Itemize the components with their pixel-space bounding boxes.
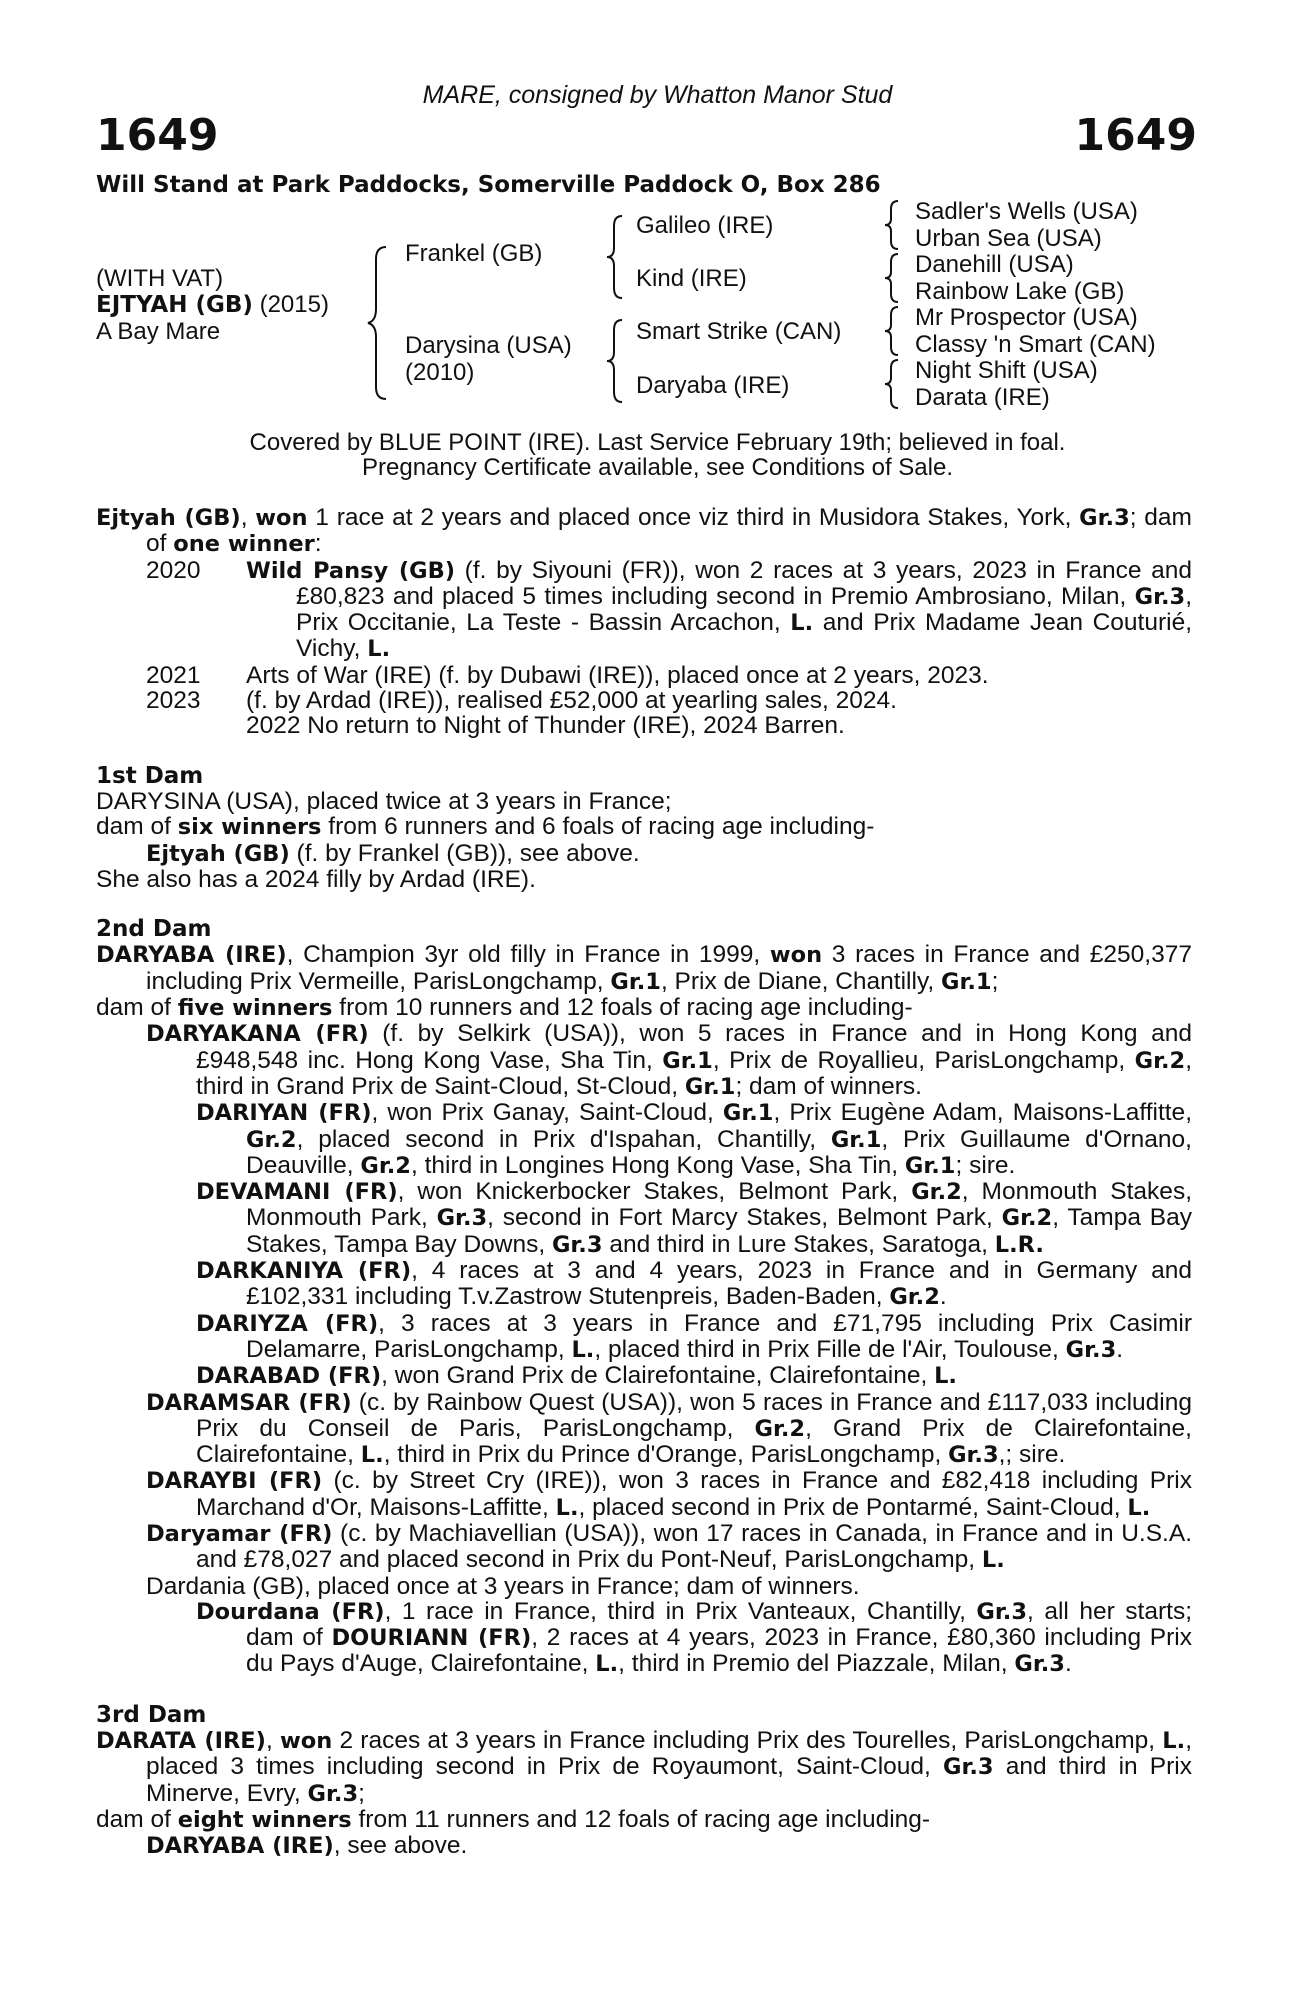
lot-number-left: 1649	[96, 110, 219, 161]
pregnancy-line: Pregnancy Certificate available, see Conditions of Sale.	[362, 454, 953, 481]
text: ;	[991, 967, 999, 995]
horse-name: Ejtyah (GB)	[146, 840, 290, 867]
text: , Prix de Royallieu, ParisLongchamp,	[712, 1046, 1135, 1074]
text: (f. by Siyouni (FR)), won 2 races at 3 years, 2023 in France and £80,823 and placed 5 times including second in Premio Ambrosiano, Milan,	[296, 556, 1192, 610]
third-dam-line	[96, 1807, 1192, 1833]
text: , won Knickerbocker Stakes, Belmont Park,	[397, 1178, 912, 1206]
horse-description: A Bay Mare	[96, 318, 221, 345]
text: from 10 runners and 12 foals of racing age including-	[332, 994, 913, 1022]
first-dam-line: She also has a 2024 filly by Ardad (IRE).	[96, 865, 536, 893]
text: and Prix Madame Jean Couturié, Vichy,	[296, 609, 1192, 663]
text: .	[939, 1283, 947, 1311]
grade: L.	[1162, 1728, 1186, 1755]
pedigree-brace	[602, 316, 628, 406]
text: one winner	[173, 531, 315, 558]
produce-text: Arts of War (IRE) (f. by Dubawi (IRE)), placed once at 2 years, 2023.	[246, 661, 989, 689]
grade: Gr.3	[1065, 1336, 1117, 1363]
text: , third in Longines Hong Kong Vase, Sha Tin,	[410, 1151, 905, 1179]
text: , Prix Occitanie, La Teste - Bassin Arcachon,	[296, 582, 1192, 637]
grade: L.	[595, 1651, 619, 1678]
second-dam-line	[96, 995, 1192, 1021]
text: (c. by Street Cry (IRE)), won 3 races in France and £82,418 including Prix Marchand d'Or, Maisons-Laffitte,	[196, 1467, 1192, 1521]
produce-note: 2022 No return to Night of Thunder (IRE), 2024 Barren.	[246, 712, 845, 740]
pedigree-brace	[880, 304, 904, 358]
horse-name: DARAMSAR (FR)	[146, 1389, 352, 1416]
stand-location: Will Stand at Park Paddocks, Somerville Paddock O, Box 286	[96, 172, 881, 198]
progeny-entry	[96, 1311, 1192, 1364]
grade: Gr.2	[754, 1415, 806, 1442]
text: ; dam of winners.	[735, 1072, 922, 1100]
text: .	[1064, 1650, 1072, 1678]
grade: Gr.3	[976, 1598, 1027, 1625]
sire-sire-sire: Sadler's Wells (USA)	[915, 198, 1138, 225]
text: , third in Prix du Prince d'Orange, ParisLongchamp,	[383, 1441, 949, 1469]
dam-sire-dam: Classy 'n Smart (CAN)	[915, 331, 1156, 358]
grade: Gr.1	[941, 968, 992, 995]
horse-name: DARYABA (IRE)	[146, 1833, 334, 1860]
text: , see above.	[333, 1832, 468, 1860]
grade: Gr.1	[830, 1126, 882, 1153]
progeny-entry	[96, 1179, 1192, 1258]
section-heading: 2nd Dam	[96, 916, 212, 943]
text: .	[1116, 1335, 1124, 1363]
text: , Prix Guillaume d'Ornano, Deauville,	[246, 1125, 1192, 1179]
dam-dam: Daryaba (IRE)	[636, 372, 790, 399]
grade: Gr.1	[610, 968, 661, 995]
text: from 6 runners and 6 foals of racing age including-	[321, 813, 875, 841]
grade: Gr.3	[943, 1754, 994, 1781]
text: , placed second in Prix d'Ispahan, Chantilly,	[296, 1125, 831, 1153]
horse-name: DARABAD (FR)	[196, 1363, 382, 1390]
text: ,	[240, 504, 256, 531]
grade: Gr.1	[904, 1152, 956, 1179]
grade: Gr.1	[722, 1100, 774, 1127]
text: , won Grand Prix de Clairefontaine, Clairefontaine,	[381, 1362, 935, 1390]
progeny-entry	[96, 1521, 1192, 1574]
first-dam-line: DARYSINA (USA), placed twice at 3 years in France;	[96, 787, 672, 815]
text: ;	[358, 1779, 365, 1807]
horse-name: DEVAMANI (FR)	[196, 1179, 398, 1206]
text: , second in Fort Marcy Stakes, Belmont Park,	[487, 1204, 1002, 1232]
dam-sire-sire: Mr Prospector (USA)	[915, 304, 1138, 331]
lot-number-right: 1649	[1074, 110, 1197, 161]
grade: L.	[1127, 1494, 1151, 1521]
grade: Gr.3	[436, 1205, 488, 1232]
horse-name: DARATA (IRE)	[96, 1728, 266, 1755]
covering-note	[0, 430, 1315, 480]
text: (c. by Rainbow Quest (USA)), won 5 races in France and £117,033 including Prix du Conseil de Paris, ParisLongchamp,	[196, 1388, 1192, 1442]
text: , Prix Eugène Adam, Maisons-Laffitte,	[773, 1099, 1192, 1127]
third-dam-line	[96, 1833, 1192, 1859]
produce-row	[96, 663, 1192, 688]
grade: L.	[571, 1336, 595, 1363]
text: from 11 runners and 12 foals of racing age including-	[351, 1805, 931, 1833]
dam-dam-sire: Night Shift (USA)	[915, 357, 1098, 384]
progeny-entry	[96, 1468, 1192, 1521]
grade: Gr.1	[662, 1047, 713, 1074]
horse-name: Ejtyah (GB)	[96, 505, 241, 531]
horse-name: DARYAKANA (FR)	[146, 1021, 369, 1048]
produce-intro	[96, 505, 1192, 558]
grade: Gr.2	[911, 1179, 962, 1206]
catalogue-body	[96, 505, 1192, 1860]
text: won	[280, 1728, 333, 1755]
section-heading: 3rd Dam	[96, 1701, 207, 1728]
text: ; sire.	[955, 1151, 1016, 1179]
grade: Gr.2	[246, 1126, 297, 1153]
horse-name: Dourdana (FR)	[196, 1598, 385, 1625]
text: , 3 races at 3 years in France and £71,795 including Prix Casimir Delamarre, ParisLongchamp,	[246, 1309, 1192, 1363]
horse-name: DARYABA (IRE)	[96, 942, 287, 969]
text: , placed third in Prix Fille de l'Air, Toulouse,	[594, 1335, 1066, 1363]
text: , won Prix Ganay, Saint-Cloud,	[371, 1099, 723, 1127]
grade: Gr.3	[307, 1780, 359, 1807]
first-dam-line	[96, 814, 1192, 840]
text: ,; sire.	[998, 1441, 1066, 1469]
text: eight winners	[177, 1806, 352, 1833]
grade: L.	[367, 636, 391, 663]
section-heading: 1st Dam	[96, 762, 204, 789]
sire-dam: Kind (IRE)	[636, 265, 747, 292]
text: (f. by Frankel (GB)), see above.	[289, 839, 640, 867]
grade: Gr.3	[948, 1442, 999, 1469]
text: , third in Grand Prix de Saint-Cloud, St-Cloud,	[196, 1046, 1192, 1100]
text: , Champion 3yr old filly in France in 1999,	[286, 941, 770, 969]
text: dam of	[96, 994, 178, 1022]
produce-year: 2023	[146, 687, 201, 715]
grade: Gr.3	[1014, 1651, 1065, 1678]
grade: Gr.3	[551, 1231, 603, 1258]
progeny-entry	[96, 1021, 1192, 1100]
produce-row	[96, 688, 1192, 713]
produce-year: 2020	[146, 556, 201, 584]
progeny-entry: Dardania (GB), placed once at 3 years in France; dam of winners.	[146, 1572, 860, 1600]
text: , placed second in Prix de Pontarmé, Saint-Cloud,	[578, 1493, 1128, 1521]
horse-year: (2015)	[252, 291, 329, 318]
text: 2 races at 3 years in France including Prix des Tourelles, ParisLongchamp,	[332, 1727, 1163, 1755]
grade: L.	[360, 1442, 384, 1469]
text: , third in Premio del Piazzale, Milan,	[618, 1650, 1015, 1678]
covering-line: Covered by BLUE POINT (IRE). Last Service February 19th; believed in foal.	[249, 429, 1066, 456]
sire-name: Frankel (GB)	[405, 240, 543, 267]
text: , 1 race in France, third in Prix Vanteaux, Chantilly,	[384, 1597, 977, 1625]
dam-dam-dam: Darata (IRE)	[915, 384, 1050, 411]
dam-year: (2010)	[405, 359, 475, 386]
grade: Gr.3	[1079, 505, 1130, 531]
text: :	[314, 530, 322, 558]
horse-name: Daryamar (FR)	[146, 1520, 333, 1547]
text: , Prix de Diane, Chantilly,	[660, 967, 941, 995]
grade: L.R.	[994, 1231, 1044, 1258]
grade: L.	[934, 1363, 957, 1390]
text: (f. by Selkirk (USA)), won 5 races in France and in Hong Kong and £948,548 inc. Hong Kong Vase, Sha Tin,	[196, 1020, 1192, 1074]
text: and third in Lure Stakes, Saratoga,	[602, 1230, 995, 1258]
produce-row	[96, 558, 1192, 663]
grade: L.	[555, 1494, 579, 1521]
dam-name: Darysina (USA)	[405, 332, 572, 359]
horse-name: DOURIANN (FR)	[331, 1625, 532, 1652]
produce-year: 2021	[146, 661, 201, 689]
dam-sire: Smart Strike (CAN)	[636, 318, 842, 345]
text: , 2 races at 4 years, 2023 in France, £80,360 including Prix du Pays d'Auge, Clairefontaine,	[246, 1624, 1192, 1678]
pedigree-brace	[880, 198, 904, 252]
text: , 4 races at 3 and 4 years, 2023 in France and in Germany and £102,331 including T.v.Zastrow Stutenpreis, Baden-Baden,	[246, 1257, 1192, 1311]
horse-name: DARIYZA (FR)	[196, 1310, 379, 1337]
text: , Tampa Bay Stakes, Tampa Bay Downs,	[246, 1204, 1192, 1258]
sire-dam-sire: Danehill (USA)	[915, 251, 1074, 278]
third-dam-entry	[96, 1728, 1192, 1807]
progeny-entry	[96, 1258, 1192, 1311]
text: (c. by Machiavellian (USA)), won 17 races in Canada, in France and in U.S.A. and £78,027 and placed second in Prix du Pont-Neuf, ParisLongchamp,	[196, 1519, 1193, 1574]
grade: Gr.2	[1001, 1205, 1053, 1232]
text: won	[769, 942, 823, 969]
grade: Gr.2	[1134, 1047, 1186, 1074]
text: , Monmouth Stakes, Monmouth Park,	[246, 1178, 1192, 1232]
produce-text: (f. by Ardad (IRE)), realised £52,000 at yearling sales, 2024.	[246, 687, 897, 715]
sire-sire-dam: Urban Sea (USA)	[915, 225, 1102, 252]
horse-name: EJTYAH (GB)	[96, 292, 253, 318]
horse-name-line	[96, 291, 329, 319]
sire-dam-dam: Rainbow Lake (GB)	[915, 278, 1125, 305]
text: six winners	[177, 814, 322, 841]
grade: Gr.2	[360, 1152, 411, 1179]
vat-note: (WITH VAT)	[96, 265, 224, 292]
text: ,	[265, 1727, 280, 1755]
grade: Gr.1	[684, 1073, 736, 1100]
progeny-entry	[96, 1363, 1192, 1389]
text: , all her starts; dam of	[246, 1597, 1192, 1652]
pedigree-brace	[880, 357, 904, 411]
first-dam-line	[96, 841, 1192, 867]
text: 3 races in France and £250,377 including Prix Vermeille, ParisLongchamp,	[146, 941, 1192, 995]
grade: Gr.3	[1134, 583, 1186, 610]
pedigree-brace	[880, 251, 904, 305]
text: 1 race at 2 years and placed once viz third in Musidora Stakes, York,	[307, 504, 1080, 531]
horse-name: DARKANIYA (FR)	[196, 1258, 412, 1285]
horse-name: Wild Pansy (GB)	[246, 557, 456, 584]
grade: L.	[790, 610, 814, 637]
grade: Gr.2	[889, 1284, 940, 1311]
text: dam of	[96, 1805, 178, 1833]
progeny-entry	[96, 1390, 1192, 1469]
progeny-entry	[96, 1100, 1192, 1179]
consignment-line: MARE, consigned by Whatton Manor Stud	[422, 81, 893, 109]
second-dam-entry	[96, 942, 1192, 995]
text: , Grand Prix de Clairefontaine, Clairefontaine,	[196, 1414, 1192, 1469]
horse-name: DARIYAN (FR)	[196, 1100, 372, 1127]
text: won	[255, 505, 308, 531]
text: five winners	[177, 995, 333, 1022]
text: and third in Prix Minerve, Evry,	[146, 1753, 1192, 1807]
pedigree-brace	[362, 243, 392, 403]
grade: L.	[981, 1547, 1005, 1574]
pedigree-brace	[602, 212, 628, 302]
sire-sire: Galileo (IRE)	[636, 212, 774, 239]
horse-name: DARAYBI (FR)	[146, 1468, 323, 1495]
text: dam of	[96, 813, 178, 841]
text: ; dam of	[146, 504, 1192, 558]
produce-text	[246, 558, 1192, 663]
progeny-entry	[96, 1599, 1192, 1678]
text: , placed 3 times including second in Prix de Royaumont, Saint-Cloud,	[146, 1727, 1192, 1781]
